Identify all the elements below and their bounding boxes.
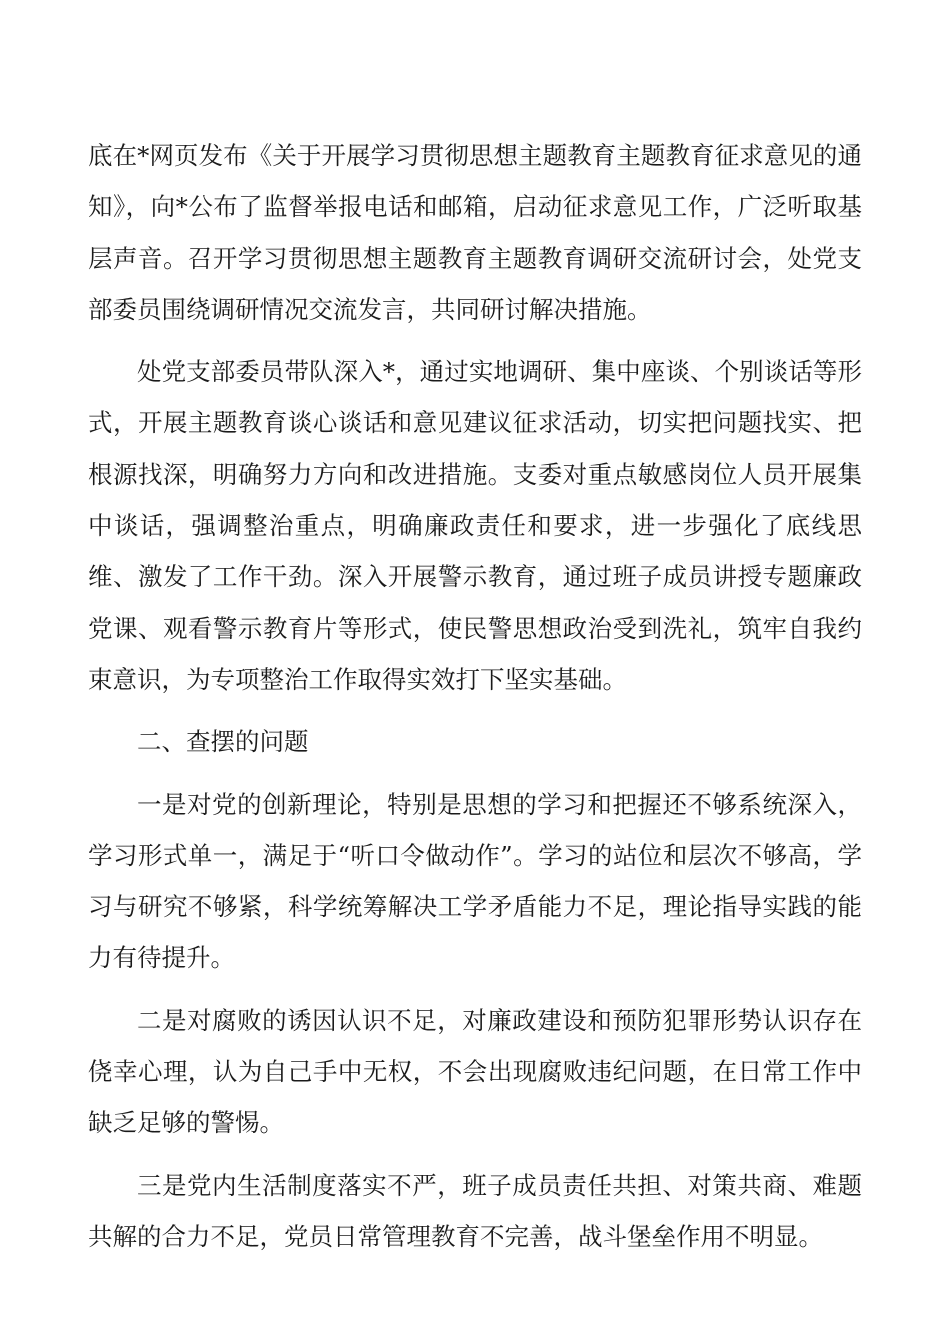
section-heading-problems: 二、查摆的问题 xyxy=(137,727,309,757)
paragraph-problem-two: 二是对腐败的诱因认识不足，对廉政建设和预防犯罪形势认识存在侥幸心理，认为自己手中无权，不会出现腐败违纪问题，在日常工作中缺乏足够的警惕。 xyxy=(88,1005,862,1138)
paragraph-problem-one: 一是对党的创新理论，特别是思想的学习和把握还不够系统深入，学习形式单一，满足于“听口令做动作”。学习的站位和层次不够高，学习与研究不够紧，科学统筹解决工学矛盾能力不足，理论指导实践的能力有待提升。 xyxy=(88,789,862,973)
paragraph-problem-three: 三是党内生活制度落实不严，班子成员责任共担、对策共商、难题共解的合力不足，党员日常管理教育不完善，战斗堡垒作用不明显。 xyxy=(88,1170,862,1251)
document-body xyxy=(88,130,862,1262)
paragraph-continuation: 底在*网页发布《关于开展学习贯彻思想主题教育主题教育征求意见的通知》，向*公布了监督举报电话和邮箱，启动征求意见工作，广泛听取基层声音。召开学习贯彻思想主题教育主题教育调研交流研讨会，处党支部委员围绕调研情况交流发言，共同研讨解决措施。 xyxy=(88,141,862,324)
paragraph-field-research: 处党支部委员带队深入*，通过实地调研、集中座谈、个别谈话等形式，开展主题教育谈心谈话和意见建议征求活动，切实把问题找实、把根源找深，明确努力方向和改进措施。支委对重点敏感岗位人员开展集中谈话，强调整治重点，明确廉政责任和要求，进一步强化了底线思维、激发了工作干劲。深入开展警示教育，通过班子成员讲授专题廉政党课、观看警示教育片等形式，使民警思想政治受到洗礼，筑牢自我约束意识，为专项整治工作取得实效打下坚实基础。 xyxy=(88,357,862,694)
